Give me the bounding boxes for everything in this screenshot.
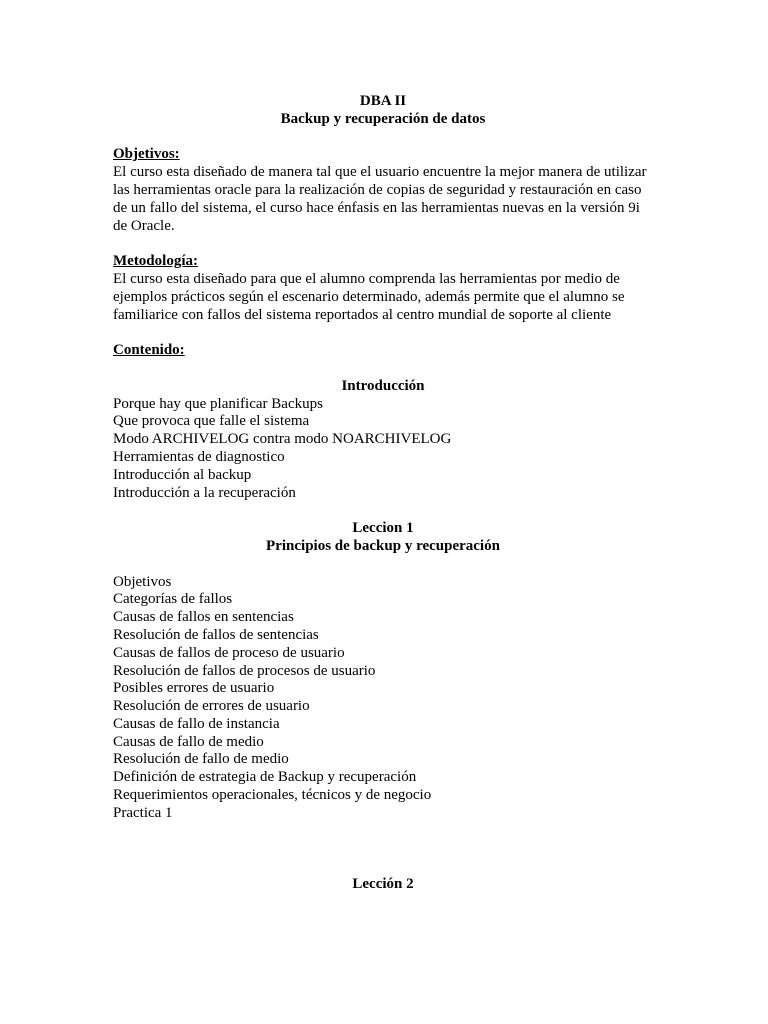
list-item: Introducción a la recuperación [113, 484, 296, 501]
metodologia-section [113, 253, 653, 324]
introduccion-heading: Introducción [341, 377, 425, 394]
list-item: Practica 1 [113, 804, 173, 821]
list-item: Causas de fallo de instancia [113, 715, 280, 732]
list-item: Porque hay que planificar Backups [113, 395, 323, 412]
list-item: Categorías de fallos [113, 591, 233, 608]
metodologia-line: ejemplos prácticos según el escenario determinado, además permite que el alumno se [113, 288, 625, 305]
list-item: Que provoca que falle el sistema [113, 413, 310, 430]
introduccion-section [113, 378, 653, 503]
metodologia-paragraph [113, 271, 653, 324]
list-item: Objetivos [113, 573, 172, 590]
metodologia-line: El curso esta diseñado para que el alumno comprenda las herramientas por medio de [113, 270, 620, 287]
document-page [113, 93, 653, 893]
leccion1-subheading: Principios de backup y recuperación [266, 537, 500, 554]
list-item: Posibles errores de usuario [113, 680, 275, 697]
objetivos-paragraph [113, 164, 653, 235]
document-subtitle: Backup y recuperación de datos [280, 110, 486, 127]
contenido-heading: Contenido: [113, 342, 185, 359]
objetivos-section [113, 146, 653, 235]
list-item: Causas de fallo de medio [113, 733, 264, 750]
objetivos-line: de un fallo del sistema, el curso hace énfasis en las herramientas nuevas en la versión 9i [113, 199, 640, 216]
leccion1-list [113, 574, 653, 823]
list-item: Resolución de fallos de procesos de usuario [113, 662, 376, 679]
objetivos-line: El curso esta diseñado de manera tal que el usuario encuentre la mejor manera de utilizar [113, 164, 647, 181]
leccion1-section [113, 520, 653, 823]
metodologia-heading: Metodología: [113, 253, 198, 270]
list-item: Introducción al backup [113, 466, 252, 483]
list-item: Modo ARCHIVELOG contra modo NOARCHIVELOG [113, 431, 452, 448]
list-item: Resolución de fallo de medio [113, 751, 289, 768]
list-item: Herramientas de diagnostico [113, 448, 285, 465]
list-item: Requerimientos operacionales, técnicos y de negocio [113, 787, 432, 804]
list-item: Causas de fallos en sentencias [113, 609, 294, 626]
list-item: Definición de estrategia de Backup y recuperación [113, 769, 417, 786]
objetivos-line: las herramientas oracle para la realización de copias de seguridad y restauración en caso [113, 181, 642, 198]
list-item: Causas de fallos de proceso de usuario [113, 644, 345, 661]
objetivos-heading: Objetivos: [113, 146, 180, 163]
leccion1-heading: Leccion 1 [352, 520, 414, 537]
objetivos-line: de Oracle. [113, 217, 175, 234]
introduccion-list [113, 396, 653, 503]
list-item: Resolución de errores de usuario [113, 698, 310, 715]
list-item: Resolución de fallos de sentencias [113, 626, 319, 643]
metodologia-line: familiarice con fallos del sistema reportados al centro mundial de soporte al cliente [113, 306, 612, 323]
document-title: DBA II [359, 93, 407, 109]
leccion2-heading: Lección 2 [352, 875, 414, 892]
